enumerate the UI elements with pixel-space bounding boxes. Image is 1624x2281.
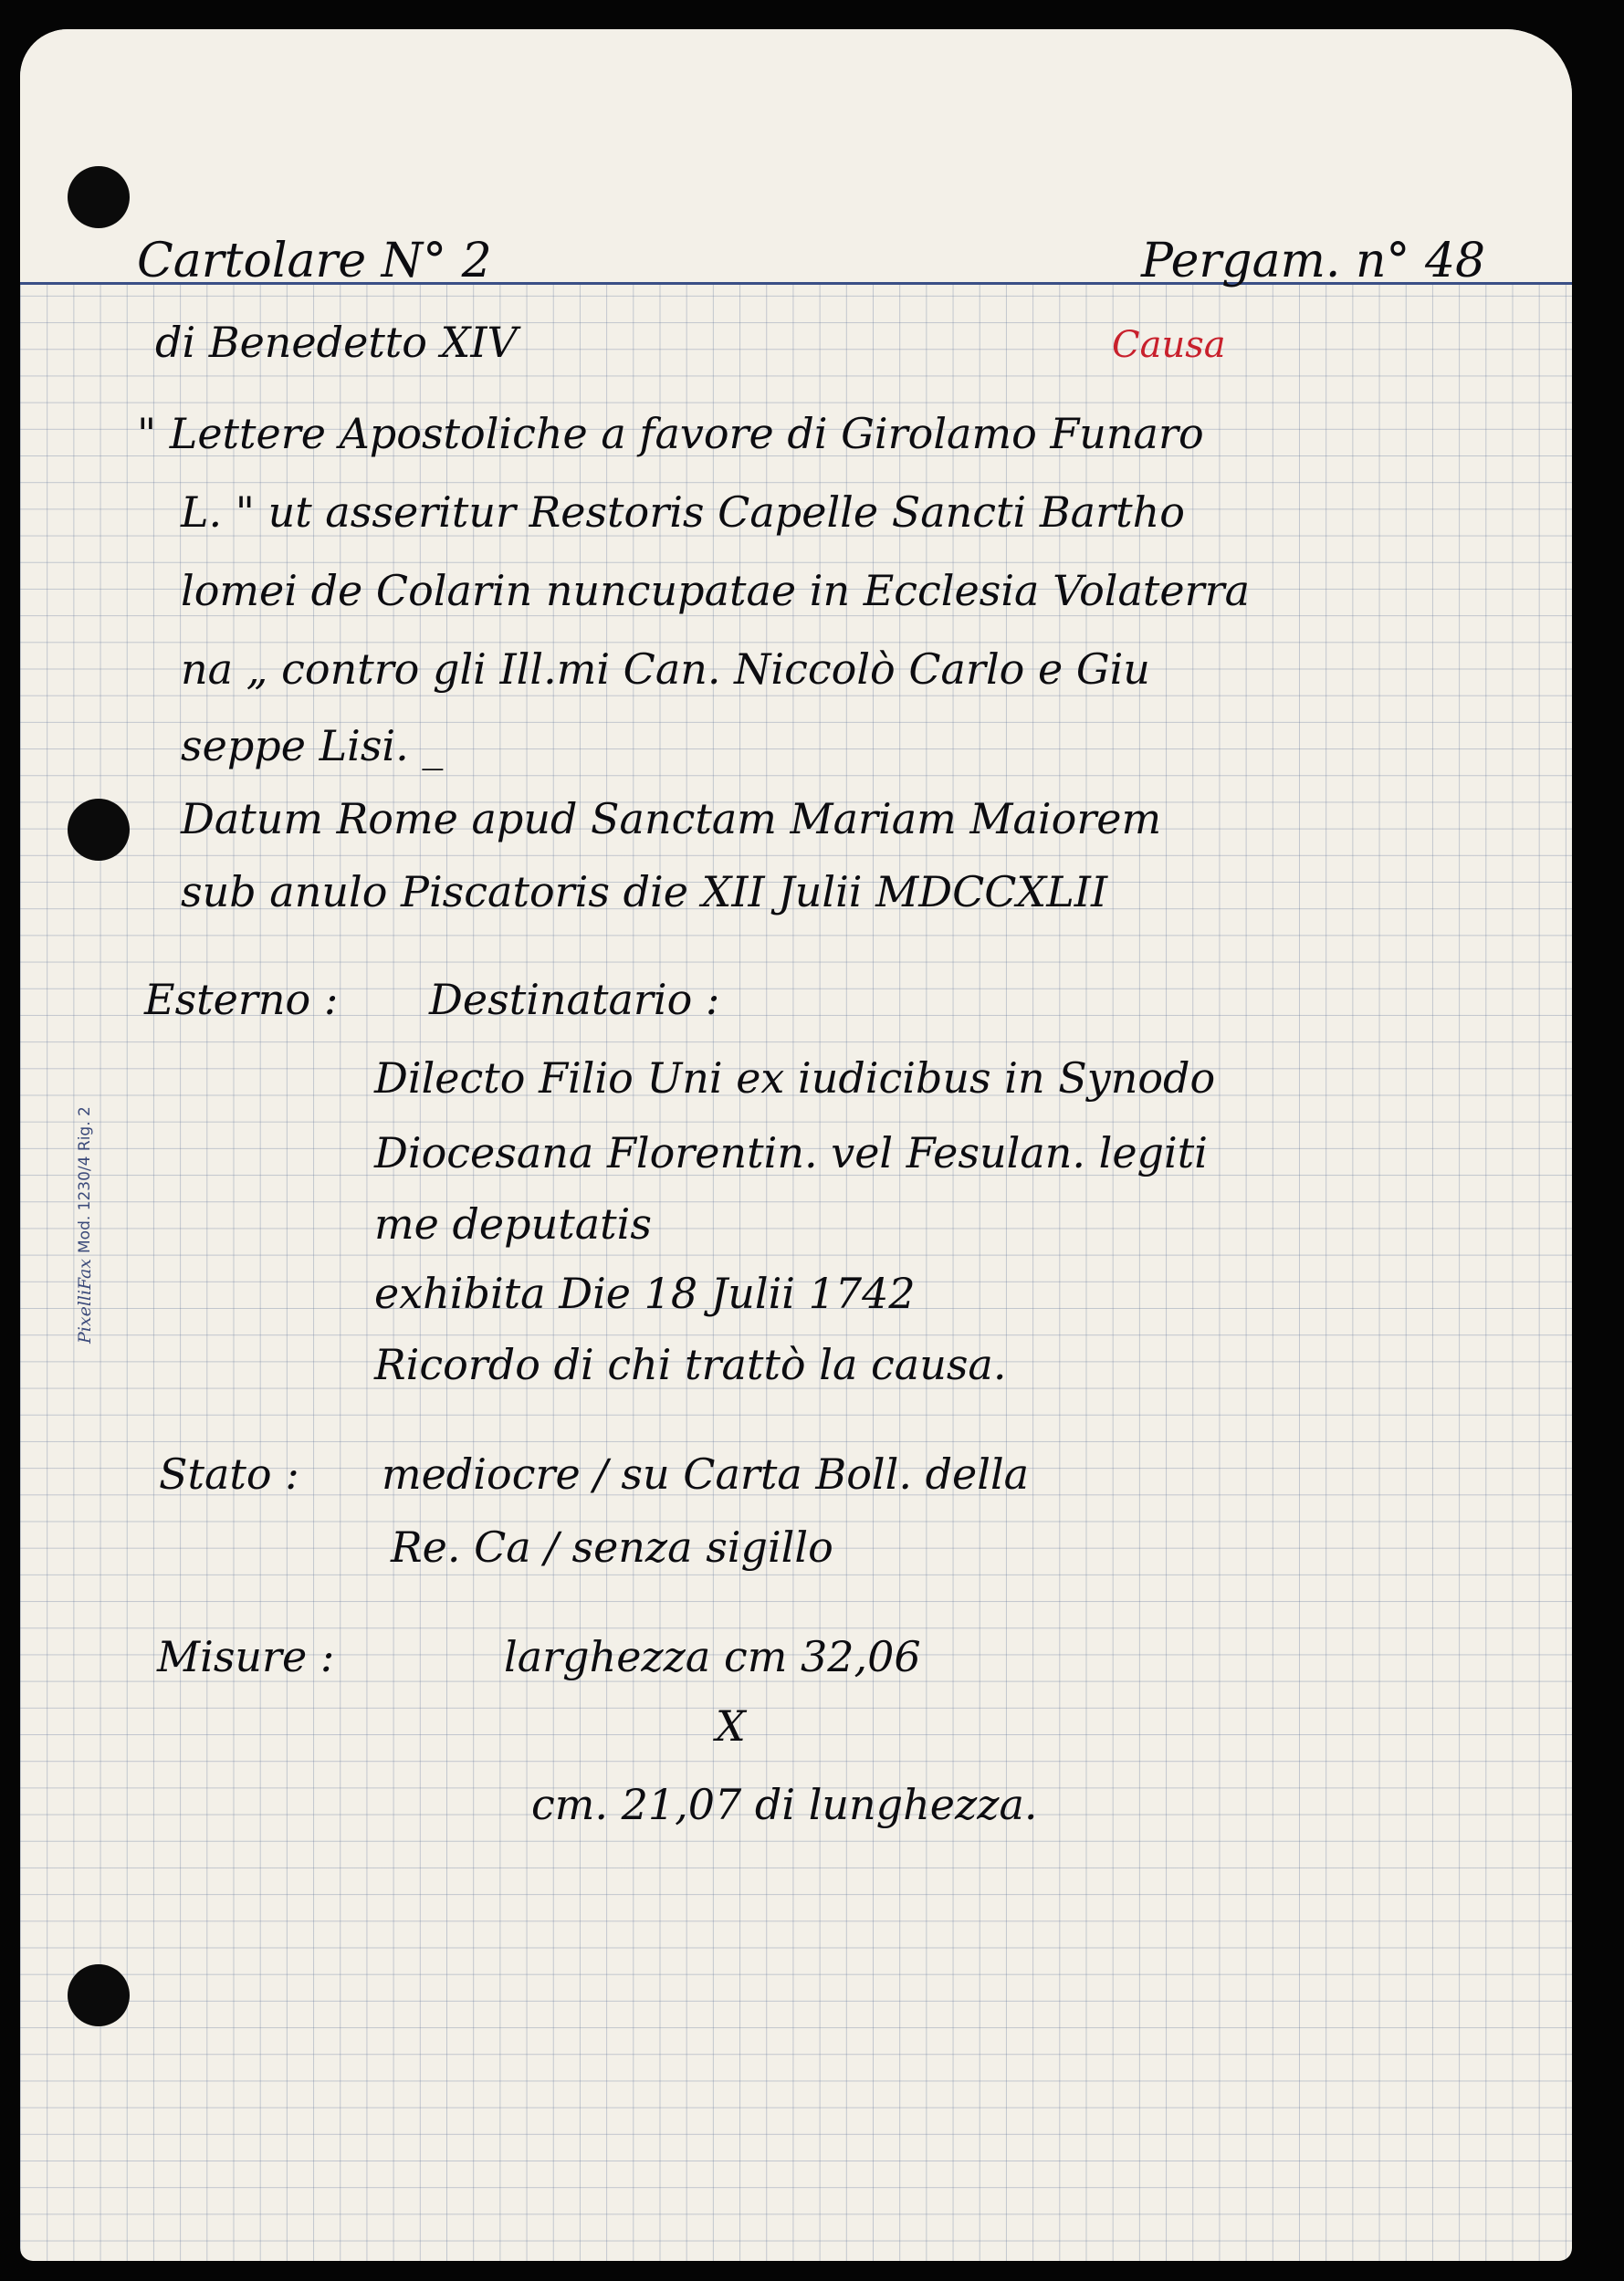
body-line-5: seppe Lisi. _ bbox=[181, 721, 444, 770]
punch-hole-middle bbox=[68, 799, 130, 861]
header-subtitle: di Benedetto XIV bbox=[155, 318, 518, 367]
body-line-7: sub anulo Piscatoris die XII Julii MDCCXLII bbox=[181, 867, 1108, 916]
destinatario-label: Destinatario : bbox=[429, 975, 720, 1024]
misure-label: Misure : bbox=[157, 1632, 335, 1681]
misure-line-2: cm. 21,07 di lunghezza. bbox=[531, 1780, 1038, 1829]
causa-stamp: Causa bbox=[1112, 324, 1226, 366]
body-line-2: L. " ut asseritur Restoris Capelle Sancti Bartho bbox=[181, 487, 1185, 537]
esterno-label: Esterno : bbox=[144, 975, 339, 1024]
punch-hole-top bbox=[68, 166, 130, 228]
stato-line-1: mediocre / su Carta Boll. della bbox=[382, 1449, 1030, 1499]
misure-line-1: larghezza cm 32,06 bbox=[504, 1632, 921, 1681]
header-left: Cartolare N° 2 bbox=[137, 234, 492, 288]
misure-times: X bbox=[716, 1701, 746, 1751]
esterno-line-3: me deputatis bbox=[374, 1199, 652, 1249]
esterno-line-4: exhibita Die 18 Julii 1742 bbox=[374, 1269, 916, 1318]
imprint-model: Mod. 1230/4 Rig. 2 bbox=[76, 1106, 94, 1253]
header-right: Pergam. n° 48 bbox=[1141, 234, 1486, 288]
esterno-line-5: Ricordo di chi trattò la causa. bbox=[374, 1340, 1007, 1389]
esterno-line-2: Diocesana Florentin. vel Fesulan. legiti bbox=[374, 1128, 1208, 1177]
stato-line-2: Re. Ca / senza sigillo bbox=[391, 1522, 833, 1572]
stato-label: Stato : bbox=[159, 1449, 299, 1499]
body-line-1: " Lettere Apostoliche a favore di Girolamo Funaro bbox=[137, 409, 1204, 458]
body-line-4: na „ contro gli Ill.mi Can. Niccolò Carlo e Giu bbox=[181, 644, 1150, 694]
body-line-6: Datum Rome apud Sanctam Mariam Maiorem bbox=[181, 794, 1162, 843]
paper-imprint bbox=[73, 1015, 97, 1344]
body-line-3: lomei de Colarin nuncupatae in Ecclesia Volaterra bbox=[181, 566, 1251, 615]
imprint-brand: PixelliFax bbox=[75, 1259, 95, 1344]
esterno-line-1: Dilecto Filio Uni ex iudicibus in Synodo bbox=[374, 1053, 1216, 1103]
punch-hole-bottom bbox=[68, 1964, 130, 2026]
notebook-page bbox=[20, 29, 1572, 2261]
